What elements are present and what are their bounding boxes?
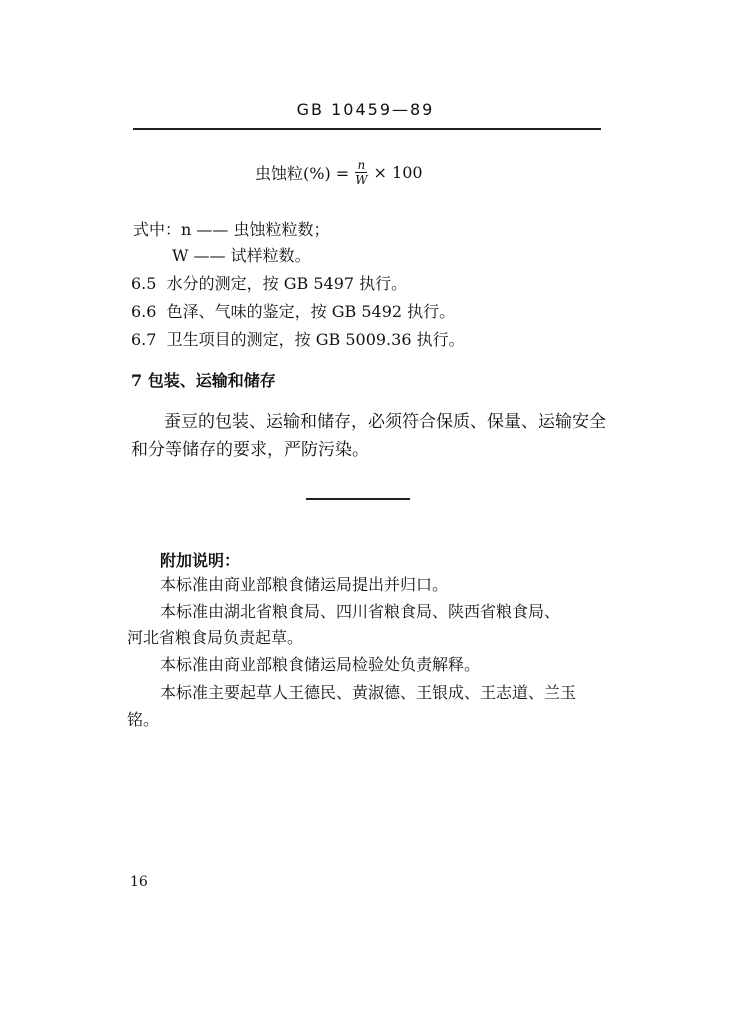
item-text: 卫生项目的测定，按 GB 5009.36 执行。	[166, 330, 465, 349]
page-number: 16	[130, 874, 148, 890]
appendix-line-4: 本标准由商业部粮食储运局检验处负责解释。	[160, 655, 481, 674]
section-7-para-line-1: 蚕豆的包装、运输和储存，必须符合保质、保量、运输安全	[164, 412, 606, 432]
item-number: 6.5	[131, 274, 157, 293]
header-rule	[133, 128, 601, 130]
formula-lhs: 虫蚀粒(%) =	[255, 164, 350, 183]
section-7-title: 7 包装、运输和储存	[131, 371, 276, 390]
item-text: 水分的测定，按 GB 5497 执行。	[166, 274, 408, 293]
appendix-line-5: 本标准主要起草人王德民、黄淑德、王银成、王志道、兰玉	[160, 683, 577, 702]
formula	[255, 158, 423, 187]
formula-denominator: W	[355, 173, 368, 187]
item-6-6	[131, 302, 455, 322]
where-line-2: W —— 试样粒数。	[172, 246, 311, 265]
document-code-header: GB 10459—89	[296, 100, 435, 119]
item-number: 6.7	[131, 330, 157, 349]
appendix-line-3: 河北省粮食局负责起草。	[127, 628, 304, 647]
section-divider	[306, 498, 410, 500]
formula-rhs: × 100	[373, 163, 423, 182]
appendix-title: 附加说明：	[160, 551, 241, 570]
item-number: 6.6	[131, 302, 157, 321]
item-6-5	[131, 274, 407, 294]
appendix-line-6: 铭。	[127, 710, 160, 729]
formula-numerator: n	[357, 158, 366, 172]
where-line-1: 式中：n —— 虫蚀粒粒数；	[133, 220, 330, 239]
section-7-para-line-2: 和分等储存的要求，严防污染。	[131, 440, 369, 460]
formula-fraction	[355, 158, 367, 187]
appendix-line-2: 本标准由湖北省粮食局、四川省粮食局、陕西省粮食局、	[160, 602, 561, 621]
item-text: 色泽、气味的鉴定，按 GB 5492 执行。	[166, 302, 456, 321]
appendix-line-1: 本标准由商业部粮食储运局提出并归口。	[160, 575, 449, 594]
item-6-7	[131, 330, 465, 350]
